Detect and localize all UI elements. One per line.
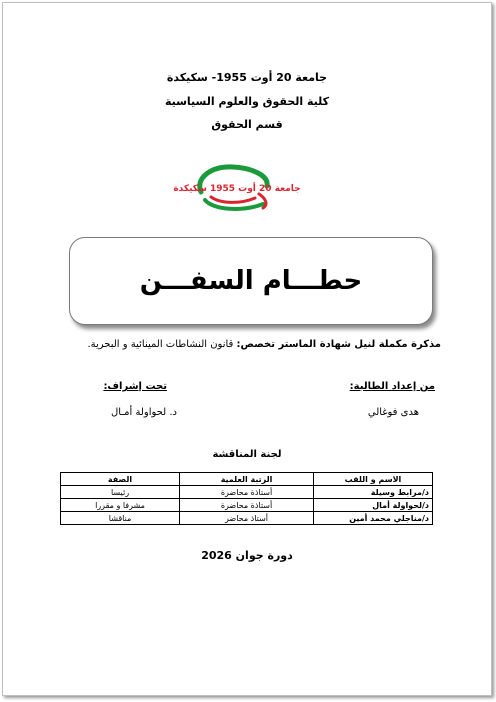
document-page xyxy=(2,2,492,696)
column-header-rank: الرتبة العلمية xyxy=(180,473,314,486)
university-name: جامعة 20 أوت 1955- سكيكدة xyxy=(166,71,328,84)
member-name: د/مناجلي محمد أمين xyxy=(313,512,432,525)
member-name: د/مرابط وسيلة xyxy=(313,486,432,499)
table-header-row xyxy=(61,473,433,486)
column-header-name: الاسم و اللقب xyxy=(313,473,432,486)
member-role: رئيسا xyxy=(61,486,180,499)
university-logo xyxy=(173,164,301,214)
student-name: هدى فوغالي xyxy=(367,407,419,418)
member-name: د/لحواولة أمال xyxy=(313,499,432,512)
student-heading: من إعداد الطالبة: xyxy=(349,381,435,392)
svg-text:جامعة 20 أوت 1955 سكيكدة: جامعة 20 أوت 1955 سكيكدة xyxy=(173,184,301,194)
memo-line xyxy=(87,339,441,350)
member-role: مشرفا و مقررا xyxy=(61,499,180,512)
member-rank: أستاذة محاضرة xyxy=(180,499,314,512)
department-name: قسم الحقوق xyxy=(211,118,283,131)
faculty-name: كلية الحقوق والعلوم السياسية xyxy=(164,95,330,108)
title-box xyxy=(69,237,433,325)
committee-table xyxy=(60,472,433,525)
memo-specialty: قانون النشاطات المينائية و البحرية. xyxy=(87,339,234,350)
memo-prefix: مذكرة مكملة لنيل شهادة الماستر تخصص: xyxy=(236,339,441,350)
supervisor-name: د. لحواولة أمـال xyxy=(110,407,177,418)
session-date: دورة جوان 2026 xyxy=(201,549,293,562)
committee-heading: لجنة المناقشة xyxy=(212,449,282,460)
table-row xyxy=(61,499,433,512)
table-row xyxy=(61,512,433,525)
memoir-title: حطـــام السفـــن xyxy=(139,266,363,296)
supervisor-heading: تحت إشراف: xyxy=(103,381,167,392)
member-rank: أستاذة محاضرة xyxy=(180,486,314,499)
column-header-role: الصفة xyxy=(61,473,180,486)
member-rank: أستاذ محاضر xyxy=(180,512,314,525)
table-row xyxy=(61,486,433,499)
member-role: مناقشا xyxy=(61,512,180,525)
